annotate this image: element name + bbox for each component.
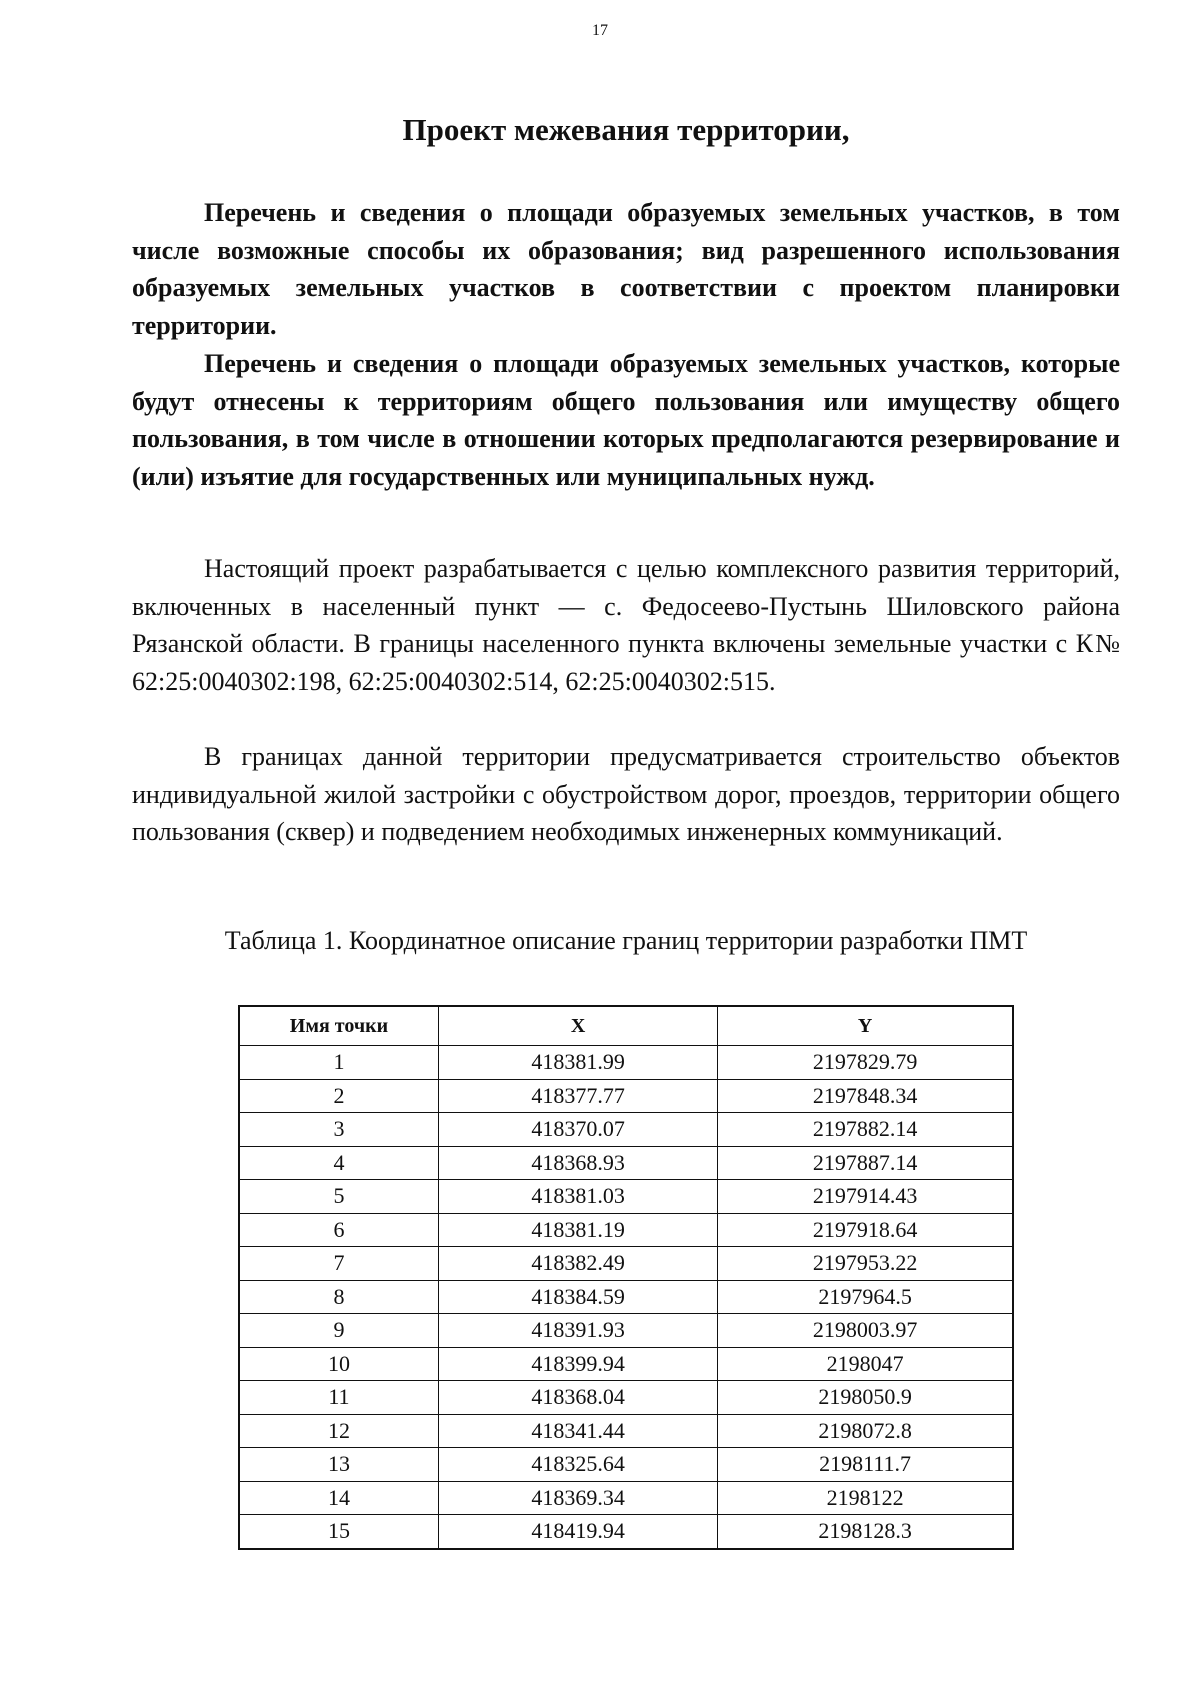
- paragraph-project-purpose: Настоящий проект разрабатывается с целью комплексного развития территорий, включенных в населенный пункт — с. Федосеево-Пустынь Шиловского района Рязанской области. В границы населенного пункта включены земельные участки с К№ 62:25:0040302:198, 62:25:0040302:514, 62:25:0040302:515.: [132, 554, 1120, 696]
- table-row: [239, 1079, 1013, 1113]
- cell-point-name: 4: [239, 1146, 438, 1180]
- cell-x: 418381.99: [438, 1046, 717, 1080]
- cell-y: 2197964.5: [718, 1280, 1013, 1314]
- cell-y: 2198111.7: [718, 1448, 1013, 1482]
- table-row: [239, 1146, 1013, 1180]
- paragraph-land-plots-list: Перечень и сведения о площади образуемых земельных участков, в том числе возможные способы их образования; вид разрешенного использования образуемых земельных участков в соответствии с проектом планировки территории.: [132, 198, 1120, 340]
- cell-point-name: 1: [239, 1046, 438, 1080]
- cell-point-name: 15: [239, 1515, 438, 1549]
- cell-x: 418384.59: [438, 1280, 717, 1314]
- table-row: [239, 1414, 1013, 1448]
- cell-y: 2198050.9: [718, 1381, 1013, 1415]
- table-row: [239, 1280, 1013, 1314]
- header-y: Y: [718, 1006, 1013, 1046]
- cell-y: 2197953.22: [718, 1247, 1013, 1281]
- page-title: Проект межевания территории,: [402, 112, 850, 147]
- table-row: [239, 1347, 1013, 1381]
- table-row: [239, 1481, 1013, 1515]
- table-row: [239, 1046, 1013, 1080]
- table-row: [239, 1515, 1013, 1549]
- cell-x: 418325.64: [438, 1448, 717, 1482]
- header-point-name: Имя точки: [239, 1006, 438, 1046]
- header-x: X: [438, 1006, 717, 1046]
- cell-point-name: 7: [239, 1247, 438, 1281]
- table-caption: Таблица 1. Координатное описание границ территории разработки ПМТ: [224, 926, 1028, 955]
- cell-point-name: 13: [239, 1448, 438, 1482]
- cell-point-name: 9: [239, 1314, 438, 1348]
- cell-y: 2198128.3: [718, 1515, 1013, 1549]
- cell-y: 2198072.8: [718, 1414, 1013, 1448]
- cell-point-name: 10: [239, 1347, 438, 1381]
- table-row: [239, 1314, 1013, 1348]
- cell-y: 2197914.43: [718, 1180, 1013, 1214]
- cell-x: 418399.94: [438, 1347, 717, 1381]
- cell-x: 418368.93: [438, 1146, 717, 1180]
- cell-x: 418419.94: [438, 1515, 717, 1549]
- cell-x: 418382.49: [438, 1247, 717, 1281]
- cell-y: 2198122: [718, 1481, 1013, 1515]
- cell-x: 418391.93: [438, 1314, 717, 1348]
- cell-y: 2197882.14: [718, 1113, 1013, 1147]
- cell-x: 418381.19: [438, 1213, 717, 1247]
- cell-point-name: 14: [239, 1481, 438, 1515]
- cell-y: 2197848.34: [718, 1079, 1013, 1113]
- cell-x: 418370.07: [438, 1113, 717, 1147]
- paragraph-construction-plan: В границах данной территории предусматривается строительство объектов индивидуальной жилой застройки с обустройством дорог, проездов, территории общего пользования (сквер) и подведением необходимых инженерных коммуникаций.: [132, 742, 1120, 846]
- cell-x: 418369.34: [438, 1481, 717, 1515]
- page-number: 17: [592, 22, 608, 39]
- coordinates-table: [238, 1005, 1014, 1550]
- table-row: [239, 1213, 1013, 1247]
- cell-y: 2198003.97: [718, 1314, 1013, 1348]
- cell-y: 2198047: [718, 1347, 1013, 1381]
- cell-y: 2197829.79: [718, 1046, 1013, 1080]
- cell-y: 2197918.64: [718, 1213, 1013, 1247]
- table-row: [239, 1448, 1013, 1482]
- cell-point-name: 11: [239, 1381, 438, 1415]
- cell-point-name: 3: [239, 1113, 438, 1147]
- table-row: [239, 1180, 1013, 1214]
- cell-point-name: 2: [239, 1079, 438, 1113]
- cell-y: 2197887.14: [718, 1146, 1013, 1180]
- table-header-row: [239, 1006, 1013, 1046]
- paragraph-public-use-plots: Перечень и сведения о площади образуемых земельных участков, которые будут отнесены к территориям общего пользования или имуществу общего пользования, в том числе в отношении которых предполагаются резервирование и (или) изъятие для государственных или муниципальных нужд.: [132, 349, 1120, 491]
- cell-x: 418381.03: [438, 1180, 717, 1214]
- cell-x: 418368.04: [438, 1381, 717, 1415]
- cell-point-name: 5: [239, 1180, 438, 1214]
- table-row: [239, 1381, 1013, 1415]
- cell-point-name: 12: [239, 1414, 438, 1448]
- cell-x: 418341.44: [438, 1414, 717, 1448]
- table-row: [239, 1113, 1013, 1147]
- cell-point-name: 6: [239, 1213, 438, 1247]
- table-row: [239, 1247, 1013, 1281]
- cell-point-name: 8: [239, 1280, 438, 1314]
- cell-x: 418377.77: [438, 1079, 717, 1113]
